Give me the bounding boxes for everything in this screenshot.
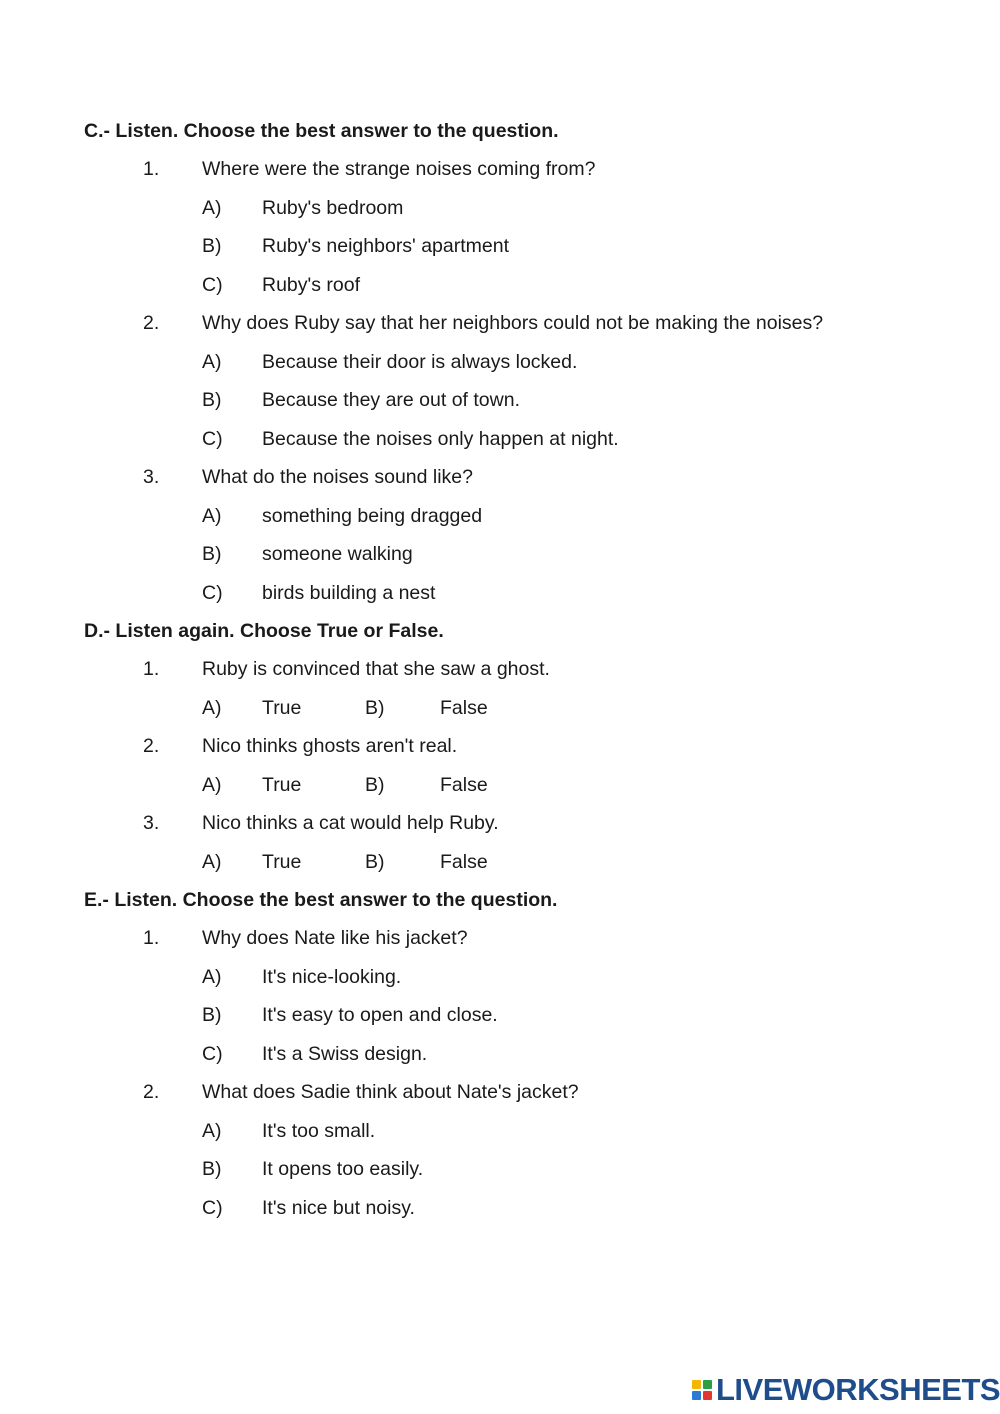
option-text[interactable]: It's too small. [262,1120,376,1142]
option-letter[interactable]: A) [202,1120,222,1142]
option-letter[interactable]: B) [365,697,385,719]
option-false[interactable]: False [440,851,488,873]
option-letter[interactable]: B) [202,235,222,257]
option-letter[interactable]: C) [202,428,223,450]
option-letter[interactable]: A) [202,197,222,219]
question-text: What do the noises sound like? [202,466,474,488]
logo-square-yellow [692,1380,701,1389]
option-text[interactable]: Because they are out of town. [262,389,520,411]
option-letter[interactable]: A) [202,351,222,373]
question-text: Ruby is convinced that she saw a ghost. [202,658,550,680]
logo-square-green [703,1380,712,1389]
option-false[interactable]: False [440,774,488,796]
option-letter[interactable]: B) [202,1004,222,1026]
logo-square-red [703,1391,712,1400]
question-number: 1. [143,658,160,680]
logo-square-blue [692,1391,701,1400]
liveworksheets-brand [692,1372,1000,1408]
question-text: Nico thinks a cat would help Ruby. [202,812,499,834]
option-text[interactable]: It's nice-looking. [262,966,402,988]
question-number: 2. [143,312,160,334]
option-letter[interactable]: B) [365,851,385,873]
option-false[interactable]: False [440,697,488,719]
option-text[interactable]: Because their door is always locked. [262,351,578,373]
option-text[interactable]: someone walking [262,543,413,565]
option-true[interactable]: True [262,774,302,796]
question-text: Why does Nate like his jacket? [202,927,468,949]
option-letter[interactable]: A) [202,505,222,527]
question-number: 2. [143,735,160,757]
option-letter[interactable]: A) [202,774,222,796]
option-text[interactable]: It opens too easily. [262,1158,424,1180]
option-letter[interactable]: B) [202,389,222,411]
option-text[interactable]: Ruby's bedroom [262,197,404,219]
question-text: Nico thinks ghosts aren't real. [202,735,458,757]
option-letter[interactable]: C) [202,274,223,296]
question-number: 1. [143,158,160,180]
option-letter[interactable]: C) [202,582,223,604]
option-text[interactable]: Ruby's neighbors' apartment [262,235,509,257]
option-text[interactable]: It's a Swiss design. [262,1043,428,1065]
question-number: 1. [143,927,160,949]
section-c-heading: C.- Listen. Choose the best answer to the question. [84,120,559,142]
question-number: 3. [143,466,160,488]
option-letter[interactable]: C) [202,1043,223,1065]
option-text[interactable]: It's nice but noisy. [262,1197,415,1219]
option-letter[interactable]: B) [202,1158,222,1180]
section-e-heading: E.- Listen. Choose the best answer to the question. [84,889,558,911]
option-true[interactable]: True [262,851,302,873]
option-letter[interactable]: A) [202,697,222,719]
question-text: Why does Ruby say that her neighbors could not be making the noises? [202,312,824,334]
option-letter[interactable]: B) [365,774,385,796]
option-text[interactable]: Ruby's roof [262,274,361,296]
option-text[interactable]: It's easy to open and close. [262,1004,498,1026]
question-number: 3. [143,812,160,834]
section-d-heading: D.- Listen again. Choose True or False. [84,620,444,642]
option-text[interactable]: Because the noises only happen at night. [262,428,619,450]
option-letter[interactable]: B) [202,543,222,565]
question-text: What does Sadie think about Nate's jacket? [202,1081,579,1103]
liveworksheets-logo-icon [692,1380,712,1400]
option-true[interactable]: True [262,697,302,719]
option-letter[interactable]: A) [202,966,222,988]
option-text[interactable]: something being dragged [262,505,483,527]
question-text: Where were the strange noises coming from? [202,158,596,180]
option-letter[interactable]: A) [202,851,222,873]
option-text[interactable]: birds building a nest [262,582,436,604]
option-letter[interactable]: C) [202,1197,223,1219]
brand-text: LIVEWORKSHEETS [716,1372,1000,1407]
question-number: 2. [143,1081,160,1103]
